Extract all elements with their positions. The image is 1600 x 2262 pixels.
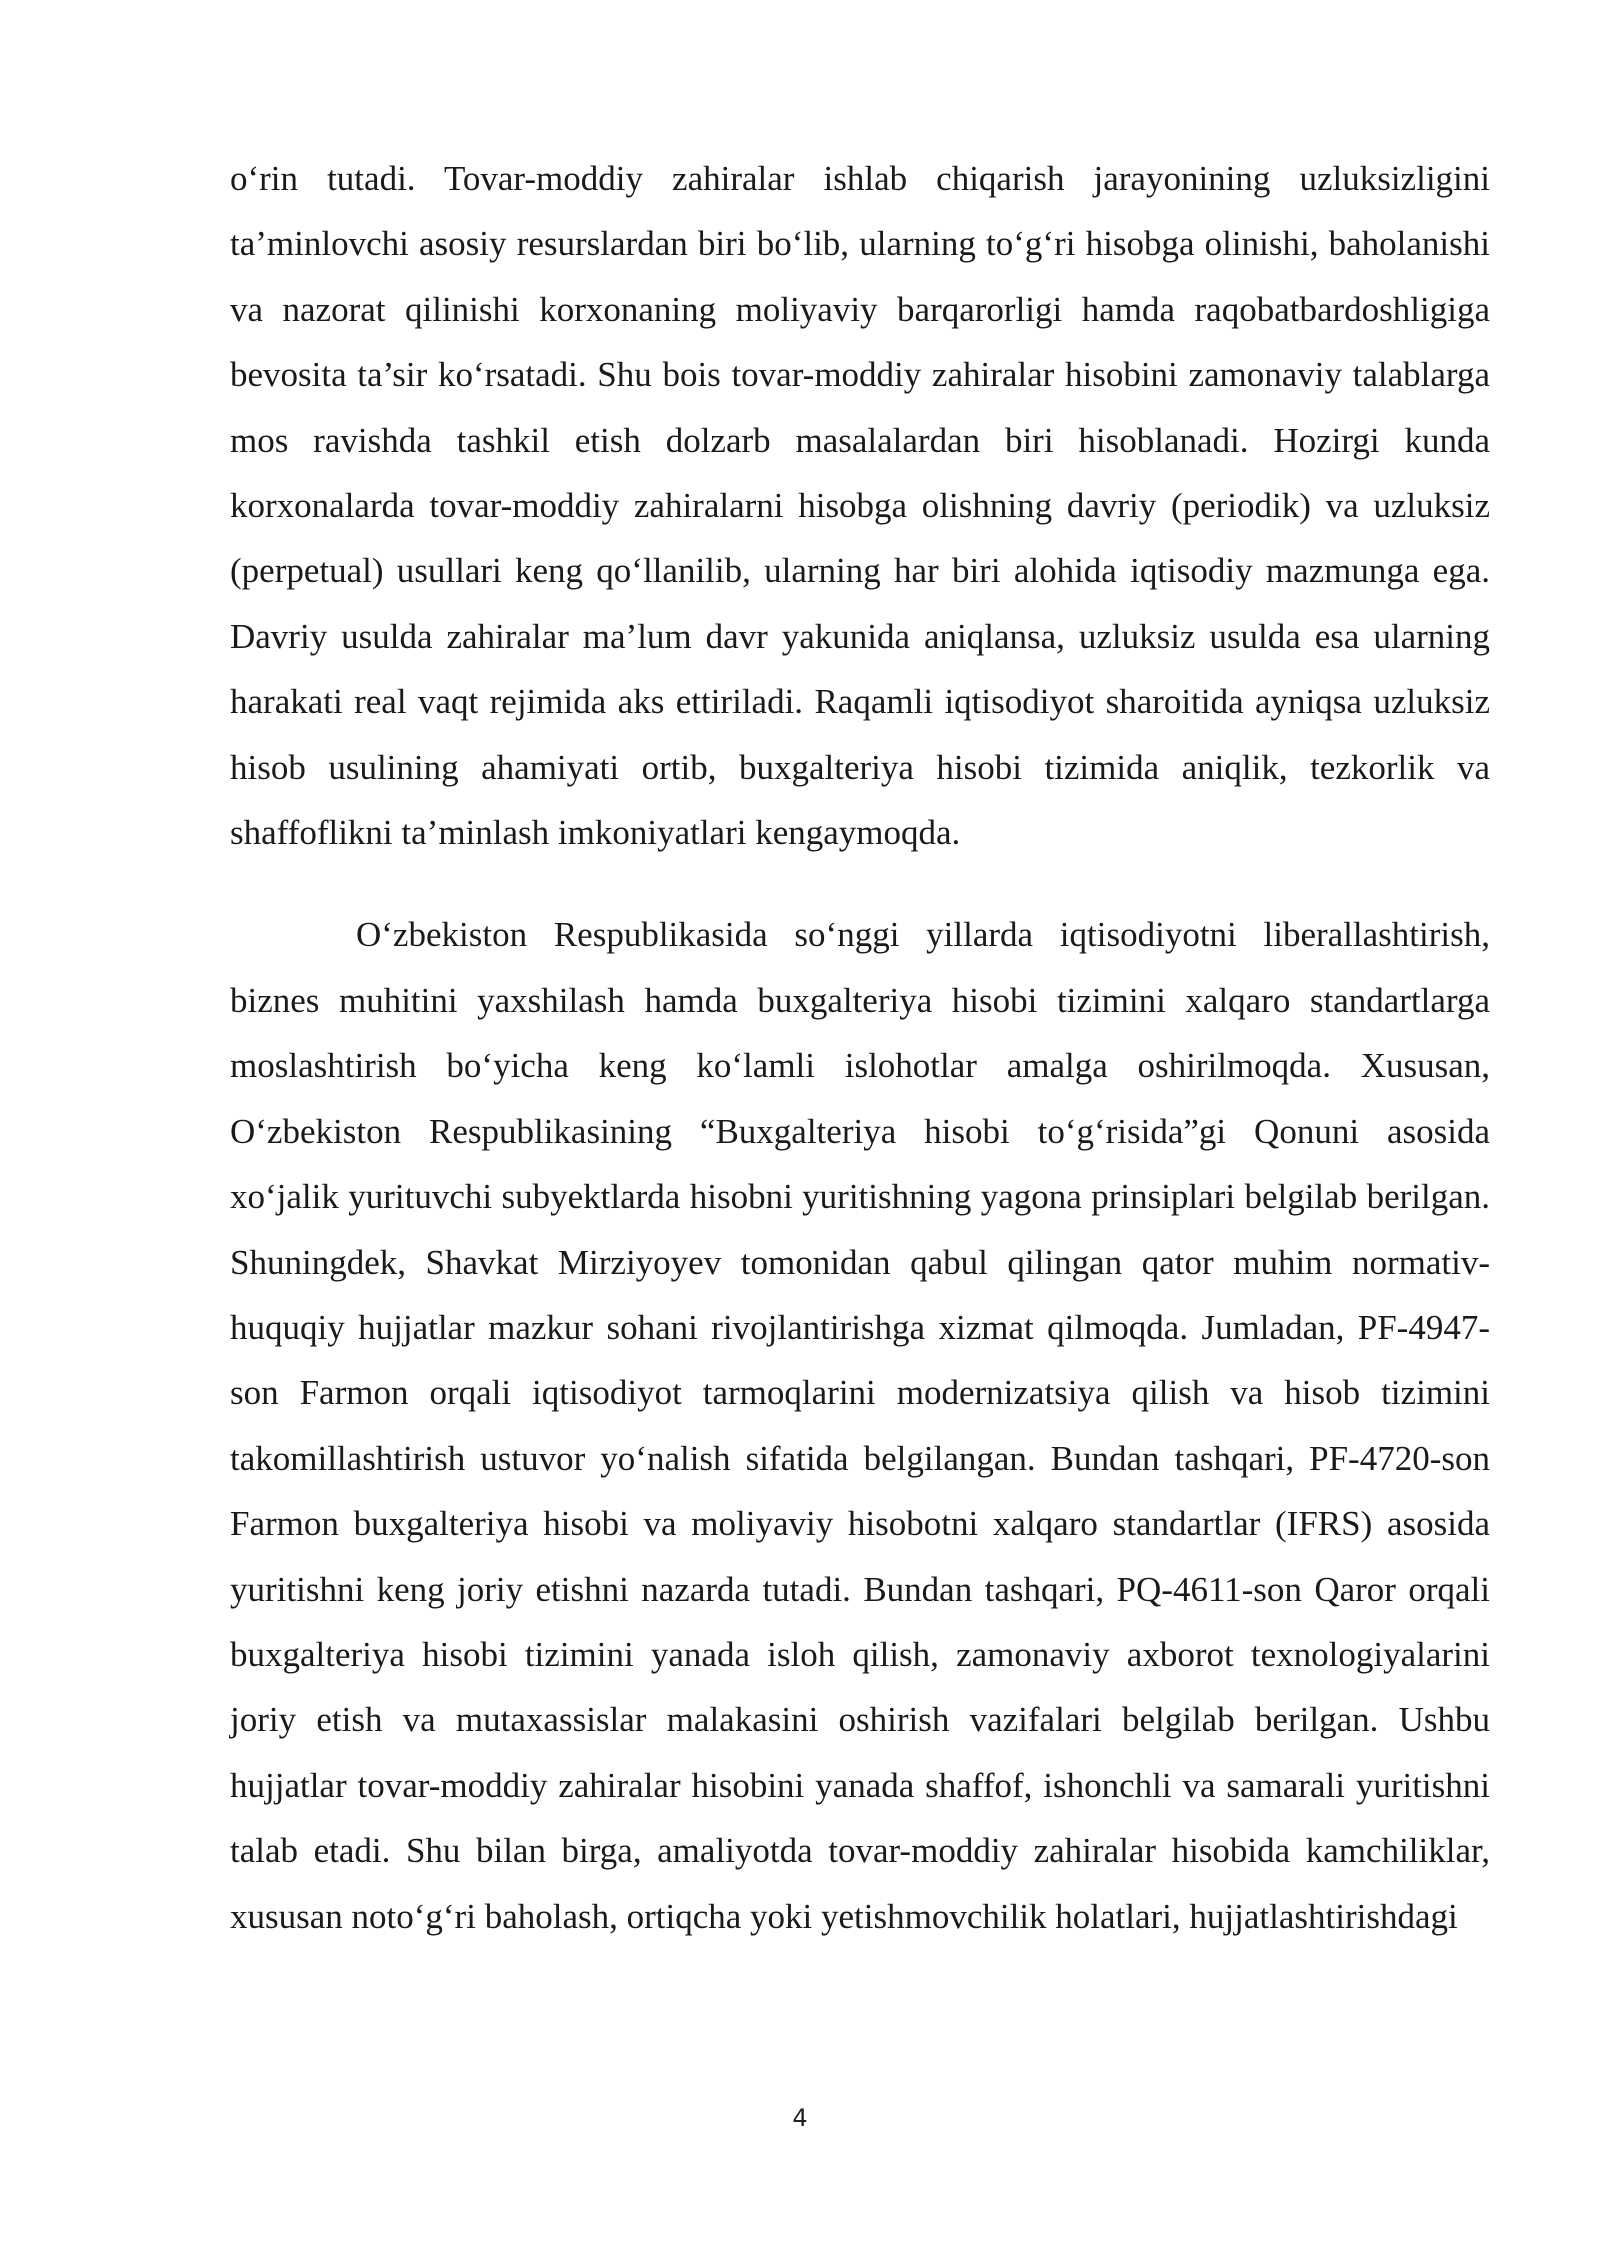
- paragraph-continued: o‘rin tutadi. Tovar-moddiy zahiralar ishlab chiqarish jarayonining uzluksizligini ta’minlovchi asosiy resurslardan biri bo‘lib, ularning to‘g‘ri hisobga olinishi, baholanishi va nazorat qilinishi korxonaning moliyaviy barqarorligi hamda raqobatbardoshligiga bevosita ta’sir ko‘rsatadi. Shu bois tovar-moddiy zahiralar hisobini zamonaviy talablarga mos ravishda tashkil etish dolzarb masalalardan biri hisoblanadi. Hozirgi kunda korxonalarda tovar-moddiy zahiralarni hisobga olishning davriy (periodik) va uzluksiz (perpetual) usullari keng qo‘llanilib, ularning har biri alohida iqtisodiy mazmunga ega. Davriy usulda zahiralar ma’lum davr yakunida aniqlansa, uzluksiz usulda esa ularning harakati real vaqt rejimida aks ettiriladi. Raqamli iqtisodiyot sharoitida ayniqsa uzluksiz hisob usulining ahamiyati ortib, buxgalteriya hisobi tizimida aniqlik, tezkorlik va shaffoflikni ta’minlash imkoniyatlari kengaymoqda.: [230, 159, 1490, 853]
- page-body: [230, 146, 1490, 1949]
- page-number: 4: [792, 2104, 808, 2132]
- paragraph-legislation: O‘zbekiston Respublikasida so‘nggi yillarda iqtisodiyotni liberallashtirish, biznes muhitini yaxshilash hamda buxgalteriya hisobi tizimini xalqaro standartlarga moslashtirish bo‘yicha keng ko‘lamli islohotlar amalga oshirilmoqda. Xususan, O‘zbekiston Respublikasining “Buxgalteriya hisobi to‘g‘risida”gi Qonuni asosida xo‘jalik yurituvchi subyektlarda hisobni yuritishning yagona prinsiplari belgilab berilgan. Shuningdek, Shavkat Mirziyoyev tomonidan qabul qilingan qator muhim normativ-huquqiy hujjatlar mazkur sohani rivojlantirishga xizmat qilmoqda. Jumladan, PF-4947-son Farmon orqali iqtisodiyot tarmoqlarini modernizatsiya qilish va hisob tizimini takomillashtirish ustuvor yo‘nalish sifatida belgilangan. Bundan tashqari, PF-4720-son Farmon buxgalteriya hisobi va moliyaviy hisobotni xalqaro standartlar (IFRS) asosida yuritishni keng joriy etishni nazarda tutadi. Bundan tashqari, PQ-4611-son Qaror orqali buxgalteriya hisobi tizimini yanada isloh qilish, zamonaviy axborot texnologiyalarini joriy etish va mutaxassislar malakasini oshirish vazifalari belgilab berilgan. Ushbu hujjatlar tovar-moddiy zahiralar hisobini yanada shaffof, ishonchli va samarali yuritishni talab etadi. Shu bilan birga, amaliyotda tovar-moddiy zahiralar hisobida kamchiliklar, xususan noto‘g‘ri baholash, ortiqcha yoki yetishmovchilik holatlari, hujjatlashtirishdagi: [230, 915, 1490, 1936]
